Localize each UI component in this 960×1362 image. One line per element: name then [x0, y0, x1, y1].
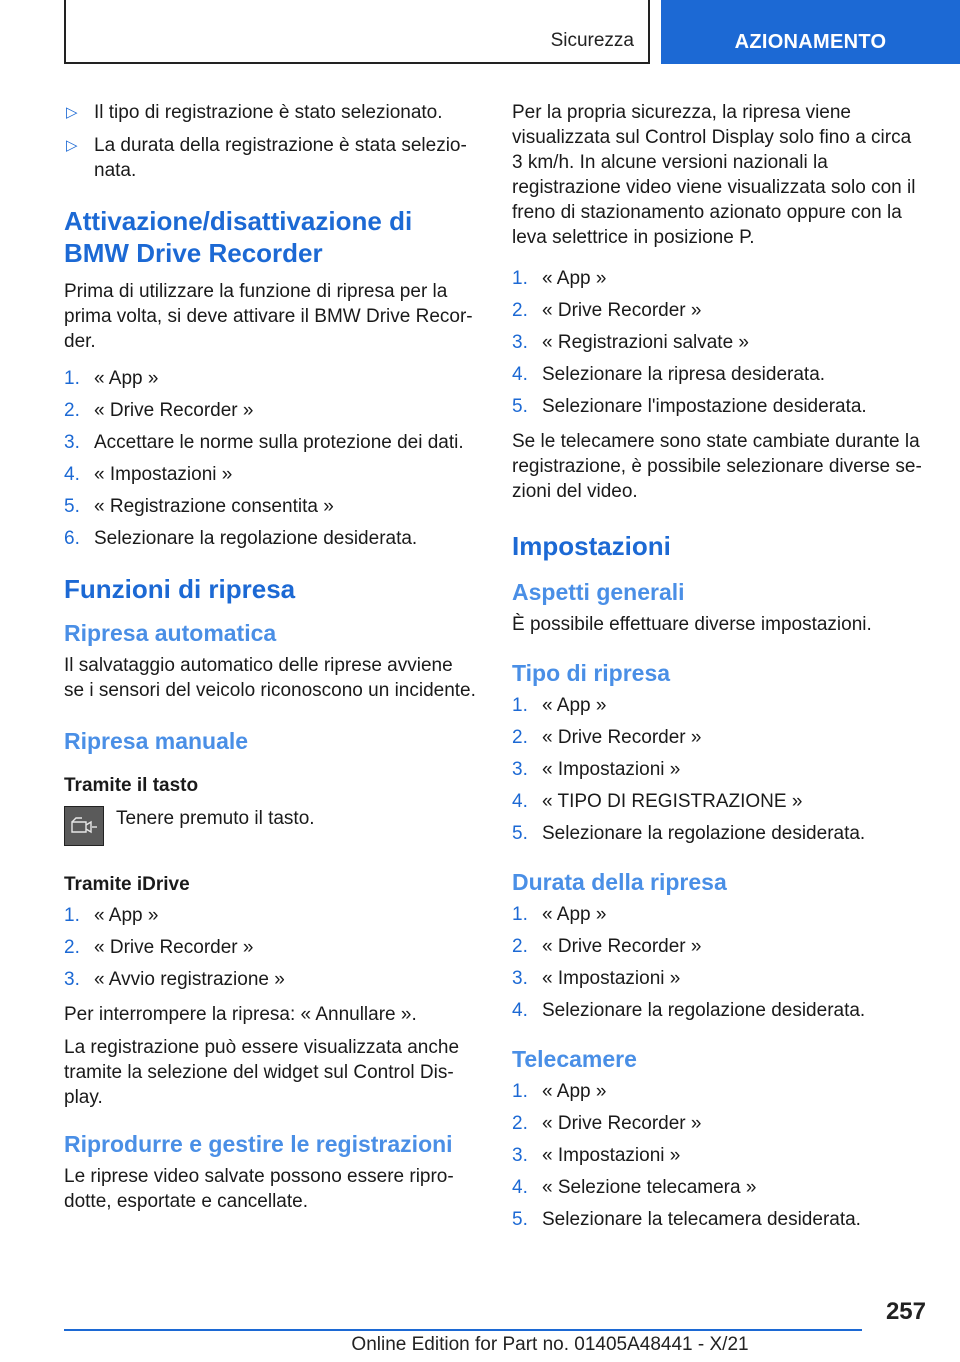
- list-item: 5. « Registrazione consentita »: [64, 496, 334, 517]
- section-title: Sicurezza: [550, 30, 634, 51]
- left-column: [64, 100, 476, 1226]
- heading-general: Aspetti generali: [512, 579, 685, 605]
- list-item: 6. Selezionare la regolazione desiderata.: [64, 528, 418, 549]
- list-item: 2. « Drive Recorder »: [512, 936, 702, 957]
- section-box: [64, 0, 650, 64]
- list-item: 4. « TIPO DI REGISTRAZIONE »: [512, 791, 803, 812]
- list-item: 3. « Impostazioni »: [512, 968, 681, 989]
- cameras-steps: [512, 1079, 924, 1232]
- list-item: ▷ La durata della registrazione è stata selezionata.: [66, 135, 467, 181]
- list-item: 2. « Drive Recorder »: [512, 300, 702, 321]
- heading-manual-recording: Ripresa manuale: [64, 728, 249, 754]
- playback-text: Le riprese video salvate possono essere riprodotte, esportate e cancellate.: [64, 1166, 454, 1212]
- list-item: 1. « App »: [512, 695, 607, 716]
- heading-auto-recording: Ripresa automatica: [64, 620, 277, 646]
- list-item: 3. « Avvio registrazione »: [64, 969, 285, 990]
- list-item: 5. Selezionare la telecamera desiderata.: [512, 1209, 861, 1230]
- list-item: 2. « Drive Recorder »: [64, 937, 254, 958]
- footer-divider: [64, 1329, 862, 1331]
- list-item: 1. « App »: [64, 905, 159, 926]
- list-item: 4. Selezionare la ripresa desiderata.: [512, 364, 826, 385]
- general-text: È possibile effettuare diverse impostazioni.: [512, 614, 872, 635]
- list-item: 1. « App »: [512, 268, 607, 289]
- heading-via-idrive: Tramite iDrive: [64, 874, 190, 895]
- list-item: ▷ Il tipo di registrazione è stato selezionato.: [66, 102, 443, 123]
- list-item: 3. Accettare le norme sulla protezione dei dati.: [64, 432, 464, 453]
- camera-change-text: Se le telecamere sono state cambiate durante la registrazione, è possibile selezionare diverse sezioni del video.: [512, 431, 922, 502]
- status-bullet-list: [64, 100, 476, 183]
- recording-duration-steps: [512, 902, 924, 1023]
- chapter-tab: AZIONAMENTO: [661, 0, 960, 64]
- list-item: 4. « Selezione telecamera »: [512, 1177, 757, 1198]
- list-item: 3. « Impostazioni »: [512, 1145, 681, 1166]
- triangle-bullet-icon: ▷: [66, 137, 78, 154]
- list-item: 4. « Impostazioni »: [64, 464, 233, 485]
- drive-recorder-button-icon: [64, 806, 104, 846]
- heading-functions: Funzioni di ripresa: [64, 574, 296, 604]
- activation-intro: Prima di utilizzare la funzione di ripresa per la prima volta, si deve attivare il BMW Drive Recorder.: [64, 281, 473, 352]
- list-item: 1. « App »: [512, 904, 607, 925]
- list-item: 3. « Impostazioni »: [512, 759, 681, 780]
- heading-via-button: Tramite il tasto: [64, 775, 199, 796]
- activation-steps: [64, 366, 476, 551]
- cancel-text: Per interrompere la ripresa: « Annullare ».: [64, 1004, 417, 1025]
- list-item: 3. « Registrazioni salvate »: [512, 332, 749, 353]
- button-instruction-text: Tenere premuto il tasto.: [116, 808, 315, 829]
- view-recordings-steps: [512, 266, 924, 419]
- heading-activation: Attivazione/disattivazione di BMW Drive Recorder: [64, 206, 413, 268]
- widget-text: La registrazione può essere visualizzata anche tramite la selezione del widget sul Control Display.: [64, 1037, 460, 1108]
- list-item: 4. Selezionare la regolazione desiderata.: [512, 1000, 866, 1021]
- triangle-bullet-icon: ▷: [66, 104, 78, 121]
- edition-text: Online Edition for Part no. 01405A48441 - X/21: [351, 1334, 749, 1355]
- idrive-steps: [64, 903, 476, 992]
- heading-cameras: Telecamere: [512, 1046, 637, 1072]
- heading-recording-type: Tipo di ripresa: [512, 660, 671, 686]
- heading-playback: Riprodurre e gestire le registrazioni: [64, 1131, 453, 1157]
- recording-type-steps: [512, 693, 924, 846]
- list-item: 2. « Drive Recorder »: [64, 400, 254, 421]
- auto-recording-text: Il salvataggio automatico delle riprese avviene se i sensori del veicolo riconoscono un incidente.: [64, 655, 476, 701]
- heading-recording-duration: Durata della ripresa: [512, 869, 727, 895]
- list-item: 5. Selezionare l'impostazione desiderata.: [512, 396, 867, 417]
- list-item: 1. « App »: [64, 368, 159, 389]
- list-item: 1. « App »: [512, 1081, 607, 1102]
- heading-settings: Impostazioni: [512, 531, 671, 561]
- right-column: [512, 100, 924, 1242]
- button-instruction: [64, 806, 476, 846]
- page-header: [0, 0, 960, 66]
- list-item: 2. « Drive Recorder »: [512, 727, 702, 748]
- list-item: 5. Selezionare la regolazione desiderata.: [512, 823, 866, 844]
- safety-text: Per la propria sicurezza, la ripresa viene visualizzata sul Control Display solo fino a circa 3 km/h. In alcune versioni nazionali la registrazione video viene visualizzata solo con il freno di stazionamento azionato oppure con la leva selettrice in posizione P.: [512, 102, 916, 248]
- page-number: 257: [885, 1298, 926, 1325]
- camera-icon: [69, 816, 99, 836]
- list-item: 2. « Drive Recorder »: [512, 1113, 702, 1134]
